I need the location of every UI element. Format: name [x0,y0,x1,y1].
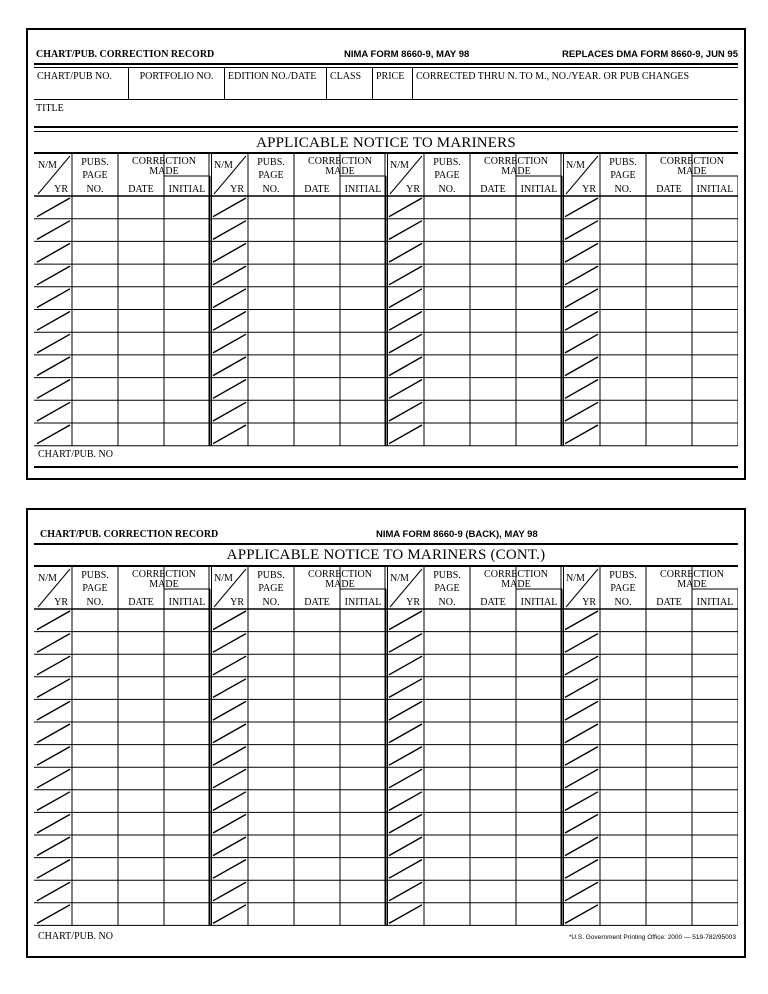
price-label: PRICE [376,71,405,82]
page-header: PAGE [434,583,460,594]
entry-nm-yr-diagonal [565,769,598,788]
date-header: DATE [656,184,682,195]
entry-nm-yr-diagonal [37,769,70,788]
entry-nm-yr-diagonal [565,380,598,399]
made-header: MADE [325,166,355,177]
entry-nm-yr-diagonal [213,656,246,675]
pubs-header: PUBS. [257,570,285,581]
entry-nm-yr-diagonal [37,814,70,833]
yr-header: YR [582,597,596,608]
back-form-title: CHART/PUB. CORRECTION RECORD [40,529,219,540]
page-header: PAGE [82,583,108,594]
entry-nm-yr-diagonal [565,221,598,240]
entry-nm-yr-diagonal [565,679,598,698]
entry-nm-yr-diagonal [565,334,598,353]
entry-nm-yr-diagonal [565,634,598,653]
page-header: PAGE [610,170,636,181]
entry-nm-yr-diagonal [37,611,70,630]
entry-nm-yr-diagonal [389,656,422,675]
entry-nm-yr-diagonal [389,266,422,285]
date-header: DATE [128,184,154,195]
corrected-thru-field[interactable] [412,67,742,99]
initial-header: INITIAL [520,184,558,195]
initial-header: INITIAL [520,597,558,608]
entry-nm-yr-diagonal [37,198,70,217]
entry-nm-yr-diagonal [213,357,246,376]
entry-nm-yr-diagonal [37,289,70,308]
front-form-number: NIMA FORM 8660-9, MAY 98 [344,49,470,60]
entry-nm-yr-diagonal [389,425,422,444]
entry-nm-yr-diagonal [213,905,246,924]
class-label: CLASS [330,71,362,82]
pubs-header: PUBS. [81,570,109,581]
entry-nm-yr-diagonal [565,266,598,285]
pubs-header: PUBS. [609,157,637,168]
made-header: MADE [325,579,355,590]
entry-nm-yr-diagonal [213,611,246,630]
front-replaces-note: REPLACES DMA FORM 8660-9, JUN 95 [562,49,738,60]
entry-nm-yr-diagonal [389,747,422,766]
entry-nm-yr-diagonal [213,312,246,331]
nm-header: N/M [38,573,57,584]
entry-nm-yr-diagonal [565,656,598,675]
no-header: NO. [86,184,104,195]
back-header [34,529,738,541]
entry-nm-yr-diagonal [565,747,598,766]
entry-nm-yr-diagonal [213,221,246,240]
nm-header: N/M [566,160,585,171]
entry-nm-yr-diagonal [37,243,70,262]
entry-nm-yr-diagonal [213,814,246,833]
front-header-rule [34,63,738,65]
front-footer-rule [34,466,738,468]
entry-nm-yr-diagonal [565,402,598,421]
title-rule [34,126,738,128]
entry-nm-yr-diagonal [565,701,598,720]
entry-nm-yr-diagonal [389,792,422,811]
nm-header: N/M [390,160,409,171]
entry-nm-yr-diagonal [565,611,598,630]
no-header: NO. [438,184,456,195]
page-header: PAGE [434,170,460,181]
entry-nm-yr-diagonal [37,312,70,331]
yr-header: YR [406,597,420,608]
entry-nm-yr-diagonal [565,860,598,879]
initial-header: INITIAL [696,184,734,195]
entry-nm-yr-diagonal [389,402,422,421]
entry-nm-yr-diagonal [213,679,246,698]
back-section-title: APPLICABLE NOTICE TO MARINERS (CONT.) [226,547,546,563]
printing-office-note: *U.S. Government Printing Office: 2000 — 519-782/95003 [568,934,736,941]
title-rule-thin [34,131,738,132]
entry-nm-yr-diagonal [37,905,70,924]
entry-nm-yr-diagonal [389,221,422,240]
front-footer-label: CHART/PUB. NO [38,449,113,460]
no-header: NO. [86,597,104,608]
front-grid-svg [34,152,738,447]
entry-nm-yr-diagonal [389,701,422,720]
entry-nm-yr-diagonal [37,747,70,766]
entry-nm-yr-diagonal [37,357,70,376]
chart-pub-no-label: CHART/PUB NO. [37,71,112,82]
entry-nm-yr-diagonal [213,334,246,353]
entry-nm-yr-diagonal [213,243,246,262]
nm-header: N/M [214,160,233,171]
pubs-header: PUBS. [257,157,285,168]
entry-nm-yr-diagonal [213,769,246,788]
date-header: DATE [128,597,154,608]
entry-nm-yr-diagonal [389,198,422,217]
back-header-rule [34,543,738,545]
entry-nm-yr-diagonal [389,724,422,743]
initial-header: INITIAL [168,597,206,608]
entry-nm-yr-diagonal [213,882,246,901]
entry-nm-yr-diagonal [213,792,246,811]
nm-header: N/M [390,573,409,584]
date-header: DATE [304,184,330,195]
entry-nm-yr-diagonal [389,611,422,630]
entry-nm-yr-diagonal [37,402,70,421]
date-header: DATE [480,184,506,195]
entry-nm-yr-diagonal [565,905,598,924]
pubs-header: PUBS. [433,570,461,581]
date-header: DATE [656,597,682,608]
pubs-header: PUBS. [433,157,461,168]
entry-nm-yr-diagonal [389,860,422,879]
entry-nm-yr-diagonal [213,724,246,743]
initial-header: INITIAL [344,184,382,195]
correction-header: CORRECTION [308,156,372,167]
entry-nm-yr-diagonal [389,380,422,399]
entry-nm-yr-diagonal [37,266,70,285]
entry-nm-yr-diagonal [389,357,422,376]
entry-nm-yr-diagonal [213,837,246,856]
made-header: MADE [149,579,179,590]
made-header: MADE [501,166,531,177]
entry-nm-yr-diagonal [389,312,422,331]
entry-nm-yr-diagonal [565,724,598,743]
entry-nm-yr-diagonal [213,860,246,879]
entry-nm-yr-diagonal [565,357,598,376]
class-field[interactable] [326,67,372,99]
entry-nm-yr-diagonal [565,198,598,217]
back-correction-card [26,508,746,958]
date-header: DATE [480,597,506,608]
no-header: NO. [614,184,632,195]
pubs-header: PUBS. [609,570,637,581]
entry-nm-yr-diagonal [213,198,246,217]
corrected-thru-label: CORRECTED THRU N. TO M., NO./YEAR. OR PUB CHANGES [416,71,690,82]
entry-nm-yr-diagonal [389,905,422,924]
correction-header: CORRECTION [132,569,196,580]
entry-nm-yr-diagonal [213,634,246,653]
entry-nm-yr-diagonal [213,266,246,285]
entry-nm-yr-diagonal [389,837,422,856]
made-header: MADE [501,579,531,590]
title-field-label: TITLE [36,103,64,114]
page-header: PAGE [258,583,284,594]
edition-no-date-label: EDITION NO./DATE [228,71,317,82]
back-form-number: NIMA FORM 8660-9 (BACK), MAY 98 [376,529,538,540]
pubs-header: PUBS. [81,157,109,168]
back-grid-svg [34,565,738,927]
edition-no-date-field[interactable] [224,67,326,99]
entry-nm-yr-diagonal [213,402,246,421]
entry-nm-yr-diagonal [389,814,422,833]
yr-header: YR [54,597,68,608]
entry-nm-yr-diagonal [565,814,598,833]
made-header: MADE [149,166,179,177]
no-header: NO. [438,597,456,608]
entry-nm-yr-diagonal [565,425,598,444]
yr-header: YR [230,597,244,608]
correction-header: CORRECTION [660,156,724,167]
entry-nm-yr-diagonal [213,701,246,720]
entry-nm-yr-diagonal [389,882,422,901]
page-header: PAGE [82,170,108,181]
entry-nm-yr-diagonal [565,792,598,811]
back-footer-label: CHART/PUB. NO [38,931,113,942]
entry-nm-yr-diagonal [389,243,422,262]
entry-nm-yr-diagonal [565,312,598,331]
no-header: NO. [614,597,632,608]
portfolio-no-label: PORTFOLIO NO. [139,71,214,82]
entry-nm-yr-diagonal [37,701,70,720]
front-notice-grid [34,152,738,447]
entry-nm-yr-diagonal [213,289,246,308]
yr-header: YR [406,184,420,195]
entry-nm-yr-diagonal [37,380,70,399]
entry-nm-yr-diagonal [213,425,246,444]
entry-nm-yr-diagonal [213,380,246,399]
entry-nm-yr-diagonal [565,243,598,262]
date-header: DATE [304,597,330,608]
chart-pub-no-field[interactable] [34,67,128,99]
initial-header: INITIAL [168,184,206,195]
entry-nm-yr-diagonal [37,221,70,240]
nm-header: N/M [566,573,585,584]
entry-nm-yr-diagonal [389,334,422,353]
entry-nm-yr-diagonal [37,679,70,698]
page-header: PAGE [610,583,636,594]
entry-nm-yr-diagonal [37,656,70,675]
nm-header: N/M [38,160,57,171]
yr-header: YR [54,184,68,195]
nm-header: N/M [214,573,233,584]
entry-nm-yr-diagonal [37,634,70,653]
yr-header: YR [582,184,596,195]
back-notice-grid [34,565,738,927]
entry-nm-yr-diagonal [37,724,70,743]
front-header [34,49,738,61]
front-section-title: APPLICABLE NOTICE TO MARINERS [256,135,516,151]
made-header: MADE [677,579,707,590]
entry-nm-yr-diagonal [389,679,422,698]
page-header: PAGE [258,170,284,181]
correction-header: CORRECTION [308,569,372,580]
entry-nm-yr-diagonal [565,289,598,308]
portfolio-no-field[interactable] [128,67,224,99]
entry-nm-yr-diagonal [37,792,70,811]
made-header: MADE [677,166,707,177]
entry-nm-yr-diagonal [565,837,598,856]
entry-nm-yr-diagonal [37,425,70,444]
front-form-title: CHART/PUB. CORRECTION RECORD [36,49,215,60]
correction-header: CORRECTION [132,156,196,167]
correction-header: CORRECTION [484,156,548,167]
entry-nm-yr-diagonal [565,882,598,901]
entry-nm-yr-diagonal [389,769,422,788]
correction-header: CORRECTION [660,569,724,580]
entry-nm-yr-diagonal [37,334,70,353]
entry-nm-yr-diagonal [37,837,70,856]
initial-header: INITIAL [696,597,734,608]
entry-nm-yr-diagonal [37,860,70,879]
entry-nm-yr-diagonal [37,882,70,901]
front-correction-card [26,28,746,480]
front-id-fields [34,67,738,100]
yr-header: YR [230,184,244,195]
entry-nm-yr-diagonal [389,289,422,308]
price-field[interactable] [372,67,412,99]
entry-nm-yr-diagonal [389,634,422,653]
no-header: NO. [262,184,280,195]
correction-header: CORRECTION [484,569,548,580]
entry-nm-yr-diagonal [213,747,246,766]
no-header: NO. [262,597,280,608]
initial-header: INITIAL [344,597,382,608]
